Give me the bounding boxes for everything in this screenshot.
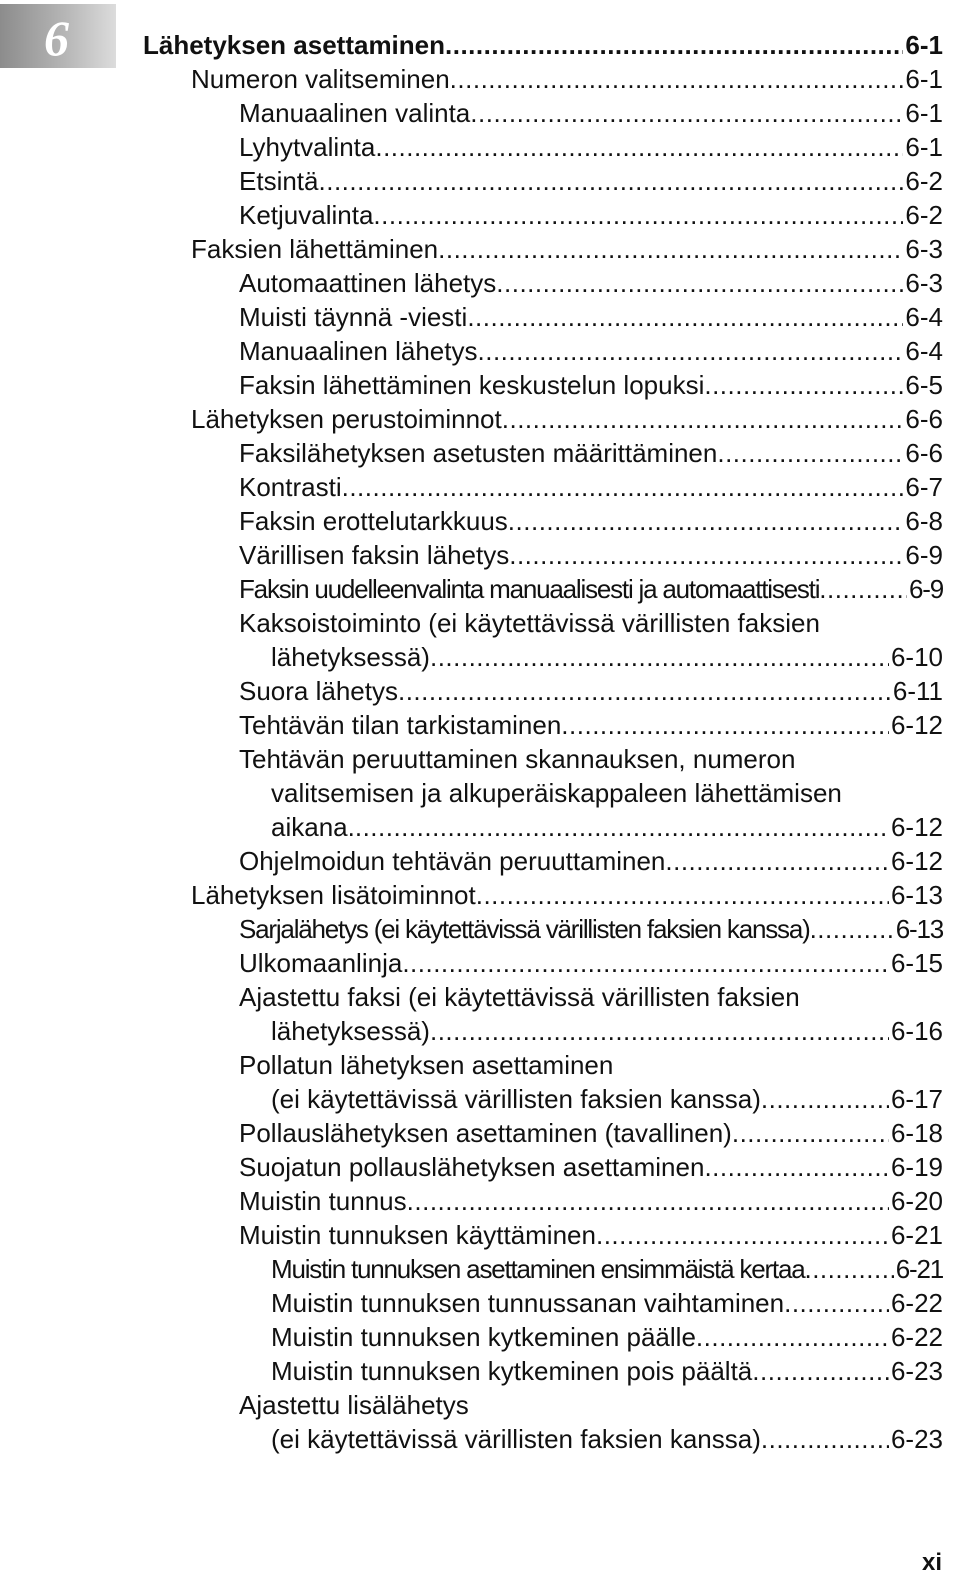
toc-entry-page: 6-18: [890, 1118, 943, 1148]
toc-entry-title: Sarjalähetys (ei käytettävissä värillisten faksien kanssa): [239, 914, 810, 944]
chapter-tab: [0, 4, 116, 68]
toc-entry-page: 6-9: [909, 574, 943, 604]
toc-entry[interactable]: [239, 1116, 943, 1150]
toc-entry[interactable]: [271, 1354, 943, 1388]
toc-entry[interactable]: [239, 300, 943, 334]
toc-entry-title: Pollauslähetyksen asettaminen (tavallinen): [239, 1118, 732, 1148]
toc-entry-title: Ajastettu faksi (ei käytettävissä värillisten faksien: [239, 982, 800, 1012]
toc-leader-dots: [319, 164, 904, 198]
toc-entry-page: 6-15: [890, 948, 943, 978]
toc-entry-page: 6-6: [905, 404, 943, 434]
toc-entry[interactable]: [191, 232, 943, 266]
toc-entry-title-cont: aikana.: [271, 812, 355, 842]
toc-entry[interactable]: [239, 266, 943, 300]
toc-entry-title: Muisti täynnä -viesti: [239, 302, 468, 332]
chapter-number: 6: [44, 10, 69, 66]
toc-entry-title: Pollatun lähetyksen asettaminen: [239, 1050, 614, 1080]
toc-entry-title: Etsintä: [239, 166, 319, 196]
toc-entry-page: 6-13: [895, 914, 943, 944]
toc-entry[interactable]: [239, 844, 943, 878]
toc-entry-page: 6-7: [905, 472, 943, 502]
toc-entry-title: Muistin tunnus: [239, 1186, 407, 1216]
toc-entry-page: 6-2: [905, 200, 943, 230]
toc-entry[interactable]: [239, 674, 943, 708]
toc-entry[interactable]: [143, 28, 943, 62]
toc-entry-title: Muistin tunnuksen tunnussanan vaihtaminen: [271, 1288, 785, 1318]
toc-leader-dots: [430, 640, 889, 674]
toc-entry[interactable]: [239, 912, 943, 946]
toc-leader-dots: [752, 1354, 889, 1388]
toc-leader-dots: [784, 1286, 889, 1320]
toc-entry-title: Lähetyksen perustoiminnot: [191, 404, 502, 434]
toc-entry-page: 6-5: [905, 370, 943, 400]
toc-entry[interactable]: [239, 742, 943, 844]
toc-entry-title: Muistin tunnuksen käyttäminen: [239, 1220, 596, 1250]
toc-entry-title: Kaksoistoiminto (ei käytettävissä värillisten faksien: [239, 608, 820, 638]
toc-entry-title-cont: (ei käytettävissä värillisten faksien kanssa): [271, 1084, 761, 1114]
toc-leader-dots: [355, 810, 889, 844]
toc-leader-dots: [407, 1184, 889, 1218]
toc-entry[interactable]: [191, 878, 943, 912]
toc-entry-page: 6-12: [890, 812, 943, 842]
toc-entry-title: Värillisen faksin lähetys: [239, 540, 510, 570]
toc-leader-dots: [373, 198, 903, 232]
toc-entry-title: Numeron valitseminen: [191, 64, 450, 94]
toc-entry-title-cont: lähetyksessä): [271, 1016, 430, 1046]
toc-leader-dots: [508, 504, 904, 538]
toc-entry-title: Suora lähetys: [239, 676, 398, 706]
toc-entry-title: Ohjelmoidun tehtävän peruuttaminen: [239, 846, 666, 876]
toc-entry-title: Faksin erottelutarkkuus: [239, 506, 508, 536]
toc-entry-page: 6-1: [905, 30, 943, 60]
toc-entry[interactable]: [239, 708, 943, 742]
toc-entry[interactable]: [239, 1184, 943, 1218]
toc-entry-page: 6-23: [890, 1356, 943, 1386]
toc-entry-title: Manuaalinen lähetys: [239, 336, 478, 366]
toc-leader-dots: [502, 402, 904, 436]
toc-entry[interactable]: [239, 470, 943, 504]
toc-entry-page: 6-22: [890, 1322, 943, 1352]
toc-entry[interactable]: [239, 946, 943, 980]
toc-entry-title: Lyhytvalinta: [239, 132, 376, 162]
toc-leader-dots: [561, 708, 889, 742]
toc-entry-title: Faksin uudelleenvalinta manuaalisesti ja automaattisesti: [239, 574, 820, 604]
toc-entry[interactable]: [239, 1218, 943, 1252]
toc-leader-dots: [402, 946, 889, 980]
toc-entry[interactable]: [239, 164, 943, 198]
toc-entry-title: Suojatun pollauslähetyksen asettaminen: [239, 1152, 705, 1182]
toc-entry[interactable]: [239, 130, 943, 164]
toc-leader-dots: [761, 1422, 889, 1456]
toc-entry-title: Faksin lähettäminen keskustelun lopuksi: [239, 370, 705, 400]
toc-entry-page: 6-4: [905, 302, 943, 332]
toc-leader-dots: [470, 96, 903, 130]
page-number: xi: [921, 1549, 942, 1576]
toc-entry-page: 6-16: [890, 1016, 943, 1046]
toc-leader-dots: [496, 266, 903, 300]
toc-entry-page: 6-20: [890, 1186, 943, 1216]
toc-entry-page: 6-12: [890, 846, 943, 876]
toc-entry[interactable]: [191, 402, 943, 436]
toc-entry-page: 6-12: [890, 710, 943, 740]
toc-entry-title: Ketjuvalinta: [239, 200, 374, 230]
toc-entry-page: 6-9: [905, 540, 943, 570]
toc-entry[interactable]: [239, 980, 943, 1048]
toc-entry[interactable]: [239, 1150, 943, 1184]
toc-entry-title: Manuaalinen valinta: [239, 98, 471, 128]
toc-entry-title: Tehtävän peruuttaminen skannauksen, numeron: [239, 744, 796, 774]
toc-entry[interactable]: [239, 1388, 943, 1456]
toc-entry[interactable]: [239, 504, 943, 538]
toc-entry-title: Faksilähetyksen asetusten määrittäminen: [239, 438, 718, 468]
toc-entry-title-cont: lähetyksessä): [271, 642, 430, 672]
toc-entry-title: Muistin tunnuksen kytkeminen päälle: [271, 1322, 696, 1352]
toc-entry[interactable]: [191, 62, 943, 96]
toc-entry-page: 6-1: [905, 98, 943, 128]
toc-entry[interactable]: [239, 436, 943, 470]
toc-leader-dots: [445, 28, 903, 62]
toc-entry-title-cont: (ei käytettävissä värillisten faksien kanssa): [271, 1424, 761, 1454]
toc-entry-title: Lähetyksen asettaminen: [143, 30, 446, 60]
toc-entry-page: 6-17: [890, 1084, 943, 1114]
toc-entry-title: Automaattinen lähetys: [239, 268, 497, 298]
toc-entry-page: 6-21: [895, 1254, 943, 1284]
toc-entry-title: Muistin tunnuksen asettaminen ensimmäistä kertaa: [271, 1254, 805, 1284]
toc-leader-dots: [665, 844, 889, 878]
toc-entry-page: 6-1: [905, 64, 943, 94]
toc-leader-dots: [467, 300, 903, 334]
toc-leader-dots: [342, 470, 904, 504]
toc-entry[interactable]: [239, 198, 943, 232]
toc-leader-dots: [430, 1014, 889, 1048]
toc-leader-dots: [375, 130, 903, 164]
toc-entry-page: 6-23: [890, 1424, 943, 1454]
toc-entry-page: 6-2: [905, 166, 943, 196]
toc-leader-dots: [810, 912, 894, 946]
toc-leader-dots: [717, 436, 903, 470]
toc-leader-dots: [509, 538, 903, 572]
toc-entry[interactable]: [239, 606, 943, 674]
toc-entry-title: Tehtävän tilan tarkistaminen: [239, 710, 562, 740]
toc-entry-title: Lähetyksen lisätoiminnot: [191, 880, 476, 910]
toc-entry-page: 6-4: [905, 336, 943, 366]
toc-entry-page: 6-10: [890, 642, 943, 672]
toc-entry-page: 6-8: [905, 506, 943, 536]
toc-entry-page: 6-3: [905, 234, 943, 264]
toc-leader-dots: [696, 1320, 889, 1354]
toc-entry[interactable]: [239, 572, 943, 606]
toc-entry[interactable]: [239, 538, 943, 572]
toc-entry-title: Ulkomaanlinja: [239, 948, 403, 978]
toc-leader-dots: [819, 572, 907, 606]
toc-leader-dots: [398, 674, 891, 708]
toc-leader-dots: [704, 368, 903, 402]
toc-entry-title: Ajastettu lisälähetys: [239, 1390, 469, 1420]
toc-entry[interactable]: [239, 1048, 943, 1116]
toc-entry-page: 6-6: [905, 438, 943, 468]
toc-leader-dots: [476, 878, 889, 912]
toc-entry-title: Muistin tunnuksen kytkeminen pois päältä: [271, 1356, 753, 1386]
toc-entry[interactable]: [239, 368, 943, 402]
toc-entry-page: 6-13: [890, 880, 943, 910]
toc-leader-dots: [732, 1116, 889, 1150]
toc-leader-dots: [596, 1218, 889, 1252]
toc-entry-title: Faksien lähettäminen: [191, 234, 439, 264]
toc-entry-page: 6-1: [905, 132, 943, 162]
toc-leader-dots: [704, 1150, 889, 1184]
toc-entry-page: 6-19: [890, 1152, 943, 1182]
toc-leader-dots: [478, 334, 904, 368]
toc-entry[interactable]: [239, 96, 943, 130]
toc-entry[interactable]: [271, 1286, 943, 1320]
toc-entry-page: 6-22: [890, 1288, 943, 1318]
toc-leader-dots: [450, 62, 904, 96]
toc-entry-page: 6-11: [892, 676, 943, 706]
toc-entry[interactable]: [271, 1252, 943, 1286]
toc-leader-dots: [761, 1082, 889, 1116]
toc-entry-title-cont: valitsemisen ja alkuperäiskappaleen lähettämisen: [271, 778, 842, 808]
toc-leader-dots: [804, 1252, 893, 1286]
toc-entry-page: 6-21: [890, 1220, 943, 1250]
toc-leader-dots: [438, 232, 903, 266]
toc-entry-title: Kontrasti: [239, 472, 342, 502]
toc-entry-page: 6-3: [905, 268, 943, 298]
toc-entry[interactable]: [271, 1320, 943, 1354]
toc-entry[interactable]: [239, 334, 943, 368]
